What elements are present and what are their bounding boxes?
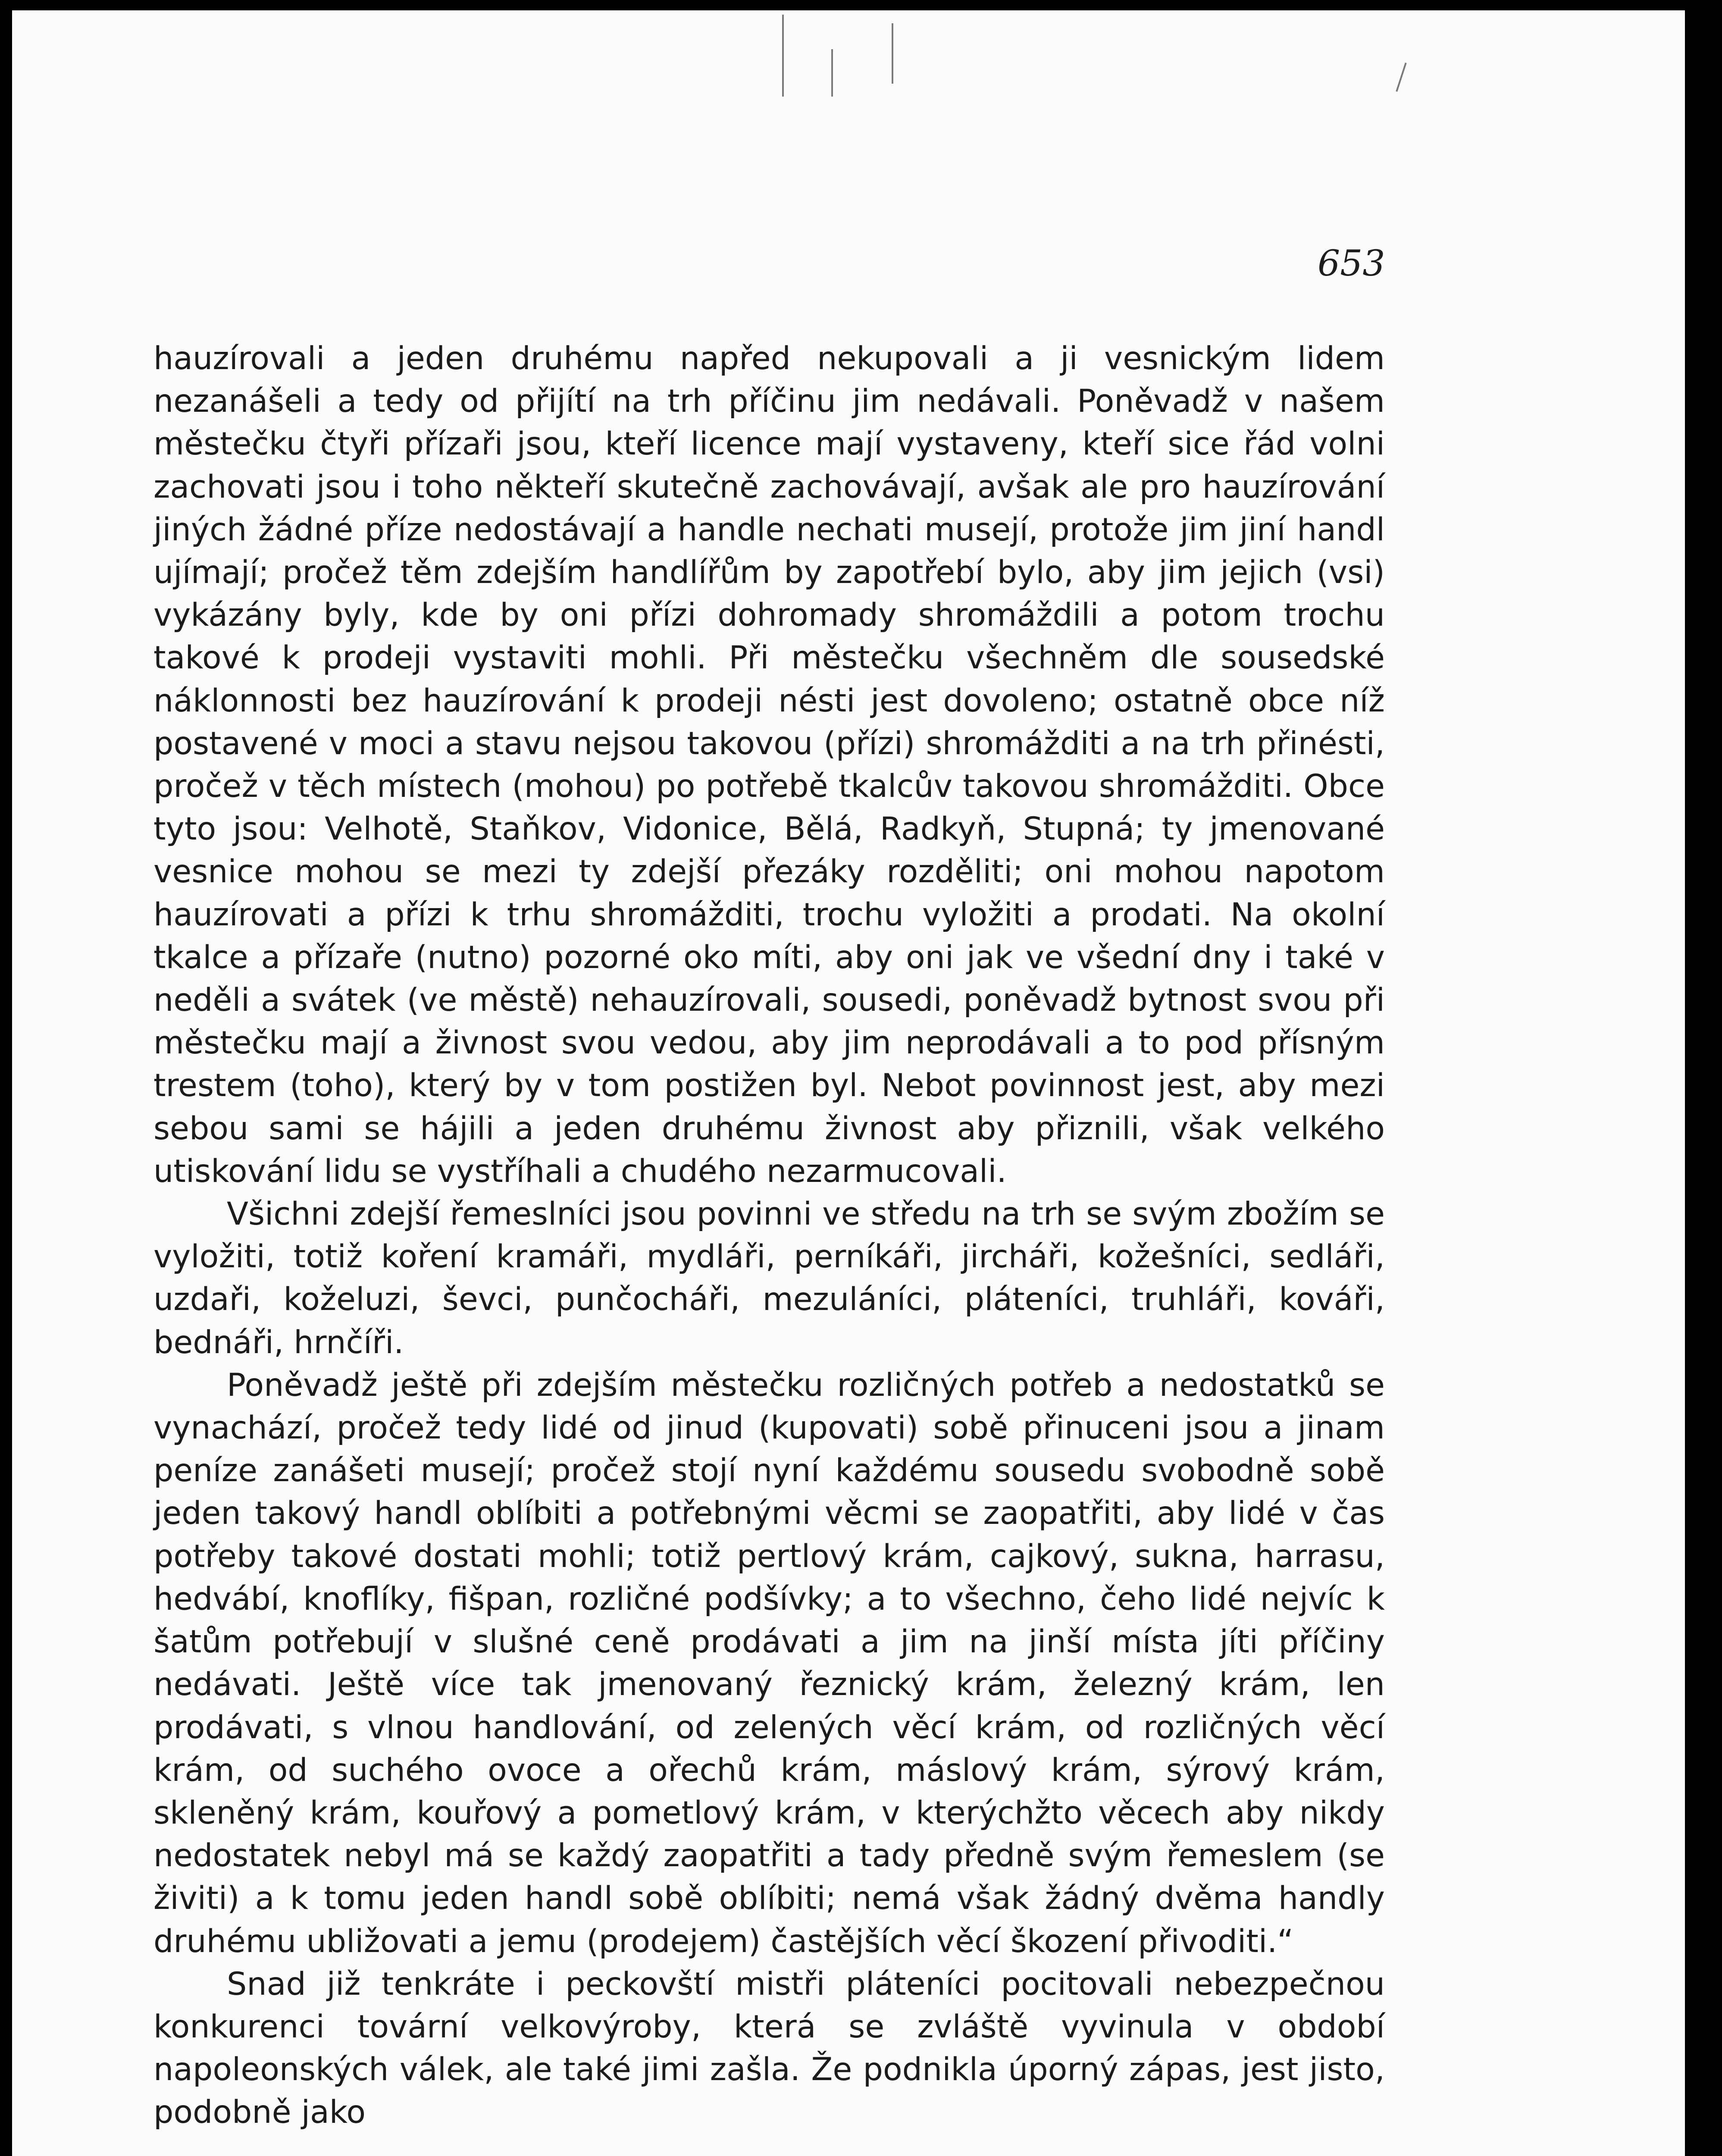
scan-artifact	[782, 15, 784, 97]
scan-artifact	[892, 23, 893, 84]
scan-artifact	[1396, 63, 1406, 92]
paragraph: Poněvadž ještě při zdejším městečku rozličných potřeb a nedostatků se vynachází, pročež tedy lidé od jinud (kupovati) sobě přinuceni jsou a jinam peníze zanášeti musejí; pročež stojí nyní každému sousedu svobodně sobě jeden takový handl oblíbiti a potřebnými věcmi se zaopatřiti, aby lidé v čas potřeby takové dostati mohli; totiž pertlový krám, cajkový, sukna, harrasu, hedvábí, knoflíky, fišpan, rozličné podšívky; a to všechno, čeho lidé nejvíc k šatům potřebují v slušné ceně prodávati a jim na jinší místa jíti příčiny nedávati. Ještě více tak jmenovaný řeznický krám, železný krám, len prodávati, s vlnou handlování, od zelených věcí krám, od rozličných věcí krám, od suchého ovoce a ořechů krám, máslový krám, sýrový krám, skleněný krám, kouřový a pometlový krám, v kterýchžto věcech aby nikdy nedostatek nebyl má se každý zaopatřiti a tady předně svým řemeslem (se živiti) a k tomu jeden handl sobě oblíbiti; nemá však žádný dvěma handly druhému ubližovati a jemu (prodejem) častějších věcí škození přivoditi.“	[153, 1366, 1385, 1960]
paragraph: Všichni zdejší řemeslníci jsou povinni ve středu na trh se svým zbožím se vyložiti, totiž koření kramáři, mydláři, perníkáři, jircháři, kožešníci, sedláři, uzdaři, koželuzi, ševci, punčocháři, mezuláníci, pláteníci, truhláři, kováři, bednáři, hrnčíři.	[153, 1196, 1385, 1361]
book-page	[12, 10, 1685, 2156]
page-number: 653	[1318, 243, 1385, 284]
paragraph: hauzírovali a jeden druhému napřed nekupovali a ji vesnickým lidem nezanášeli a tedy od přijítí na trh příčinu jim nedávali. Poněvadž v našem městečku čtyři přízaři jsou, kteří licence mají vystaveny, kteří sice řád volni zachovati jsou i toho někteří skutečně zachovávají, avšak ale pro hauzírování jiných žádné příze nedostávají a handle nechati musejí, protože jim jiní handl ujímají; pročež těm zdejším handlířům by zapotřebí bylo, aby jim jejich (vsi) vykázány byly, kde by oni přízi dohromady shromáždili a potom trochu takové k prodeji vystaviti mohli. Při městečku všechněm dle sousedské náklonnosti bez hauzírování k prodeji nésti jest dovoleno; ostatně obce níž postavené v moci a stavu nejsou takovou (přízi) shromážditi a na trh přinésti, pročež v těch místech (mohou) po potřebě tkalcův takovou shromážditi. Obce tyto jsou: Velhotě, Staňkov, Vidonice, Bělá, Radkyň, Stupná; ty jmenované vesnice mohou se mezi ty zdejší přezáky rozděliti; oni mohou napotom hauzírovati a přízi k trhu shromážditi, trochu vyložiti a prodati. Na okolní tkalce a přízaře (nutno) pozorné oko míti, aby oni jak ve všední dny i také v neděli a svátek (ve městě) nehauzírovali, sousedi, poněvadž bytnost svou při městečku mají a živnost svou vedou, aby jim neprodávali a to pod přísným trestem (toho), který by v tom postižen byl. Nebot povinnost jest, aby mezi sebou sami se hájili a jeden druhému živnost aby přiznili, však velkého utiskování lidu se vystříhali a chudého nezarmucovali.	[153, 340, 1385, 1190]
scan-artifact	[831, 49, 833, 97]
body-text	[153, 337, 1385, 2134]
paragraph: Snad již tenkráte i peckovští mistři pláteníci pocitovali nebezpečnou konkurenci tovární velkovýroby, která se zvláště vyvinula v období napoleonských válek, ale také jimi zašla. Že podnikla úporný zápas, jest jisto, podobně jako	[153, 1965, 1385, 2131]
